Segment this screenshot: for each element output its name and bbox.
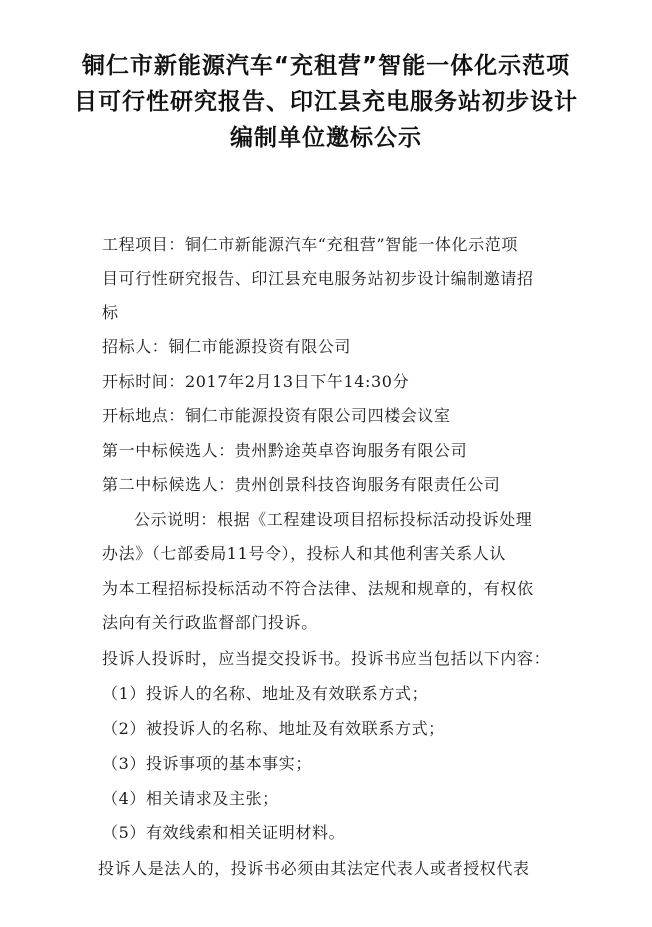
project-line-3: 标 [102, 303, 119, 322]
project-line-1: 工程项目：铜仁市新能源汽车“充租营”智能一体化示范项 [102, 235, 518, 254]
second-candidate: 第二中标候选人：贵州创景科技咨询服务有限责任公司 [102, 475, 501, 494]
notice-line-3: 为本工程招标投标活动不符合法律、法规和规章的，有权依 [102, 579, 534, 598]
notice-line-2: 办法》（七部委局11号令），投标人和其他利害关系人认 [102, 544, 506, 563]
list-item: （3）投诉事项的基本事实； [102, 754, 312, 773]
title-line-1: 铜仁市新能源汽车“充租营”智能一体化示范项 [81, 53, 571, 79]
first-candidate: 第一中标候选人：贵州黔途英卓咨询服务有限公司 [102, 441, 468, 460]
notice-line-4: 法向有关行政监督部门投诉。 [102, 613, 318, 632]
list-item: （2）被投诉人的名称、地址及有效联系方式； [102, 719, 445, 738]
title-line-2: 目可行性研究报告、印江县充电服务站初步设计 [74, 89, 578, 115]
tenderer: 招标人：铜仁市能源投资有限公司 [102, 337, 352, 356]
open-time: 开标时间：2017年2月13日下午14:30分 [102, 372, 410, 391]
title-line-3: 编制单位邀标公示 [230, 125, 422, 151]
document-title [58, 48, 594, 156]
list-item: （4）相关请求及主张； [102, 789, 279, 808]
list-item: （5）有效线索和相关证明材料。 [102, 823, 346, 842]
list-item: （1）投诉人的名称、地址及有效联系方式； [102, 684, 429, 703]
project-line-2: 目可行性研究报告、印江县充电服务站初步设计编制邀请招 [102, 269, 534, 288]
open-place: 开标地点：铜仁市能源投资有限公司四楼会议室 [102, 406, 451, 425]
last-line: 投诉人是法人的，投诉书必须由其法定代表人或者授权代表 [98, 859, 530, 878]
complaint-intro: 投诉人投诉时，应当提交投诉书。投诉书应当包括以下内容： [102, 649, 551, 668]
notice-line-1: 公示说明：根据《工程建设项目招标投标活动投诉处理 [134, 510, 533, 529]
